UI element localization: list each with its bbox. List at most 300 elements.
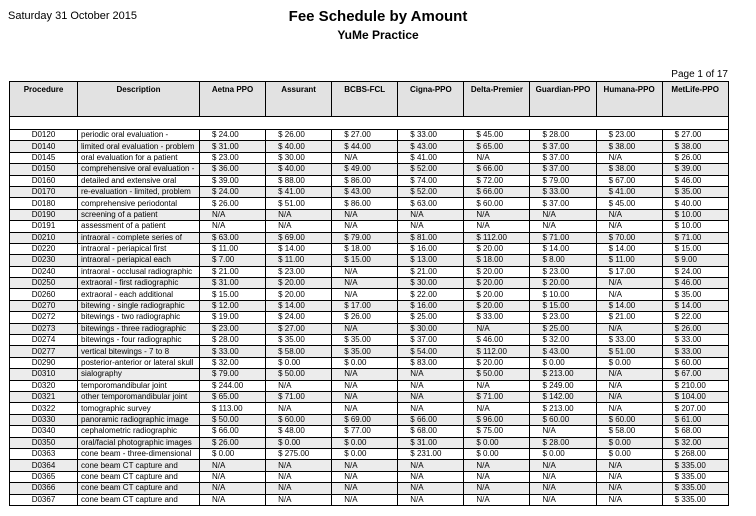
fee-schedule-table-container: [9, 81, 728, 506]
fee-cell: N/A: [398, 471, 464, 482]
fee-cell: N/A: [332, 391, 398, 402]
fee-schedule-table: [9, 81, 729, 506]
fee-cell: $ 112.00: [464, 232, 530, 243]
table-row: [10, 380, 729, 391]
fee-cell: $ 66.00: [398, 414, 464, 425]
fee-cell: $ 26.00: [662, 152, 728, 163]
fee-cell: $ 60.00: [266, 414, 332, 425]
fee-cell: N/A: [530, 471, 596, 482]
description-cell: oral/facial photographic images: [78, 437, 200, 448]
spacer-cell: [10, 117, 729, 130]
procedure-code-cell: D0170: [10, 186, 78, 197]
fee-cell: $ 27.00: [266, 323, 332, 334]
fee-cell: $ 71.00: [530, 232, 596, 243]
fee-cell: $ 275.00: [266, 448, 332, 459]
fee-cell: $ 41.00: [596, 186, 662, 197]
fee-cell: $ 86.00: [332, 198, 398, 209]
fee-cell: $ 86.00: [332, 175, 398, 186]
fee-cell: $ 16.00: [398, 243, 464, 254]
fee-cell: $ 24.00: [200, 186, 266, 197]
column-header: Aetna PPO: [200, 82, 266, 117]
table-row: [10, 289, 729, 300]
fee-cell: $ 30.00: [398, 278, 464, 289]
fee-cell: $ 37.00: [530, 141, 596, 152]
fee-cell: N/A: [596, 403, 662, 414]
column-header: Guardian-PPO: [530, 82, 596, 117]
fee-cell: $ 23.00: [530, 312, 596, 323]
description-cell: posterior-anterior or lateral skull: [78, 357, 200, 368]
fee-cell: $ 52.00: [398, 186, 464, 197]
procedure-code-cell: D0145: [10, 152, 78, 163]
table-row: [10, 437, 729, 448]
fee-cell: $ 46.00: [464, 335, 530, 346]
description-cell: periodic oral evaluation -: [78, 130, 200, 141]
fee-cell: $ 30.00: [266, 152, 332, 163]
description-cell: assessment of a patient: [78, 221, 200, 232]
fee-cell: $ 0.00: [530, 448, 596, 459]
fee-cell: $ 40.00: [266, 164, 332, 175]
table-row: [10, 186, 729, 197]
fee-cell: N/A: [332, 369, 398, 380]
procedure-code-cell: D0180: [10, 198, 78, 209]
description-cell: cone beam - three-dimensional: [78, 448, 200, 459]
fee-cell: $ 60.00: [464, 198, 530, 209]
table-row: [10, 346, 729, 357]
table-row: [10, 391, 729, 402]
fee-cell: N/A: [464, 494, 530, 505]
fee-cell: N/A: [332, 266, 398, 277]
fee-cell: $ 63.00: [200, 232, 266, 243]
fee-cell: $ 10.00: [662, 221, 728, 232]
fee-cell: $ 20.00: [464, 357, 530, 368]
fee-cell: $ 51.00: [266, 198, 332, 209]
fee-cell: $ 66.00: [200, 426, 266, 437]
fee-cell: N/A: [332, 380, 398, 391]
fee-cell: N/A: [596, 221, 662, 232]
fee-cell: $ 10.00: [662, 209, 728, 220]
column-header: Description: [78, 82, 200, 117]
fee-cell: $ 22.00: [662, 312, 728, 323]
column-header: MetLife-PPO: [662, 82, 728, 117]
fee-cell: N/A: [398, 460, 464, 471]
description-cell: tomographic survey: [78, 403, 200, 414]
fee-cell: N/A: [596, 391, 662, 402]
fee-cell: $ 37.00: [530, 164, 596, 175]
fee-cell: $ 37.00: [530, 152, 596, 163]
description-cell: cone beam CT capture and: [78, 494, 200, 505]
fee-cell: $ 33.00: [530, 186, 596, 197]
description-cell: oral evaluation for a patient: [78, 152, 200, 163]
procedure-code-cell: D0330: [10, 414, 78, 425]
report-date: Saturday 31 October 2015: [8, 10, 138, 22]
fee-cell: $ 38.00: [662, 141, 728, 152]
fee-cell: $ 20.00: [464, 243, 530, 254]
fee-cell: $ 43.00: [398, 141, 464, 152]
fee-cell: N/A: [530, 460, 596, 471]
fee-cell: N/A: [530, 426, 596, 437]
procedure-code-cell: D0322: [10, 403, 78, 414]
description-cell: limited oral evaluation - problem: [78, 141, 200, 152]
fee-cell: $ 14.00: [596, 300, 662, 311]
fee-cell: $ 79.00: [200, 369, 266, 380]
fee-cell: $ 32.00: [530, 335, 596, 346]
fee-cell: $ 35.00: [332, 335, 398, 346]
fee-cell: N/A: [596, 369, 662, 380]
procedure-code-cell: D0250: [10, 278, 78, 289]
fee-cell: N/A: [200, 494, 266, 505]
fee-cell: $ 66.00: [464, 164, 530, 175]
fee-cell: $ 18.00: [464, 255, 530, 266]
fee-cell: $ 67.00: [596, 175, 662, 186]
fee-cell: $ 60.00: [662, 357, 728, 368]
table-header-row: [10, 82, 729, 117]
fee-cell: $ 23.00: [596, 130, 662, 141]
fee-cell: $ 61.00: [662, 414, 728, 425]
fee-cell: N/A: [464, 403, 530, 414]
fee-cell: $ 0.00: [332, 437, 398, 448]
fee-cell: N/A: [596, 323, 662, 334]
fee-cell: $ 35.00: [266, 335, 332, 346]
fee-cell: N/A: [596, 209, 662, 220]
fee-cell: N/A: [464, 152, 530, 163]
fee-cell: $ 142.00: [530, 391, 596, 402]
fee-cell: $ 213.00: [530, 403, 596, 414]
fee-cell: $ 8.00: [530, 255, 596, 266]
fee-cell: N/A: [398, 221, 464, 232]
fee-cell: $ 41.00: [398, 152, 464, 163]
fee-cell: $ 38.00: [596, 141, 662, 152]
description-cell: bitewings - two radiographic: [78, 312, 200, 323]
fee-cell: N/A: [596, 471, 662, 482]
procedure-code-cell: D0160: [10, 175, 78, 186]
description-cell: screening of a patient: [78, 209, 200, 220]
fee-cell: $ 31.00: [200, 141, 266, 152]
fee-cell: N/A: [266, 380, 332, 391]
table-row: [10, 130, 729, 141]
fee-cell: N/A: [332, 494, 398, 505]
fee-cell: $ 112.00: [464, 346, 530, 357]
description-cell: other temporomandibular joint: [78, 391, 200, 402]
fee-cell: N/A: [332, 278, 398, 289]
fee-cell: $ 20.00: [464, 266, 530, 277]
fee-cell: N/A: [266, 494, 332, 505]
procedure-code-cell: D0310: [10, 369, 78, 380]
fee-cell: N/A: [332, 323, 398, 334]
fee-cell: $ 11.00: [200, 243, 266, 254]
fee-cell: $ 0.00: [464, 437, 530, 448]
fee-cell: $ 21.00: [398, 266, 464, 277]
table-row: [10, 152, 729, 163]
fee-cell: N/A: [266, 403, 332, 414]
description-cell: comprehensive oral evaluation -: [78, 164, 200, 175]
fee-cell: $ 335.00: [662, 494, 728, 505]
table-row: [10, 198, 729, 209]
fee-cell: $ 26.00: [200, 437, 266, 448]
fee-cell: N/A: [398, 494, 464, 505]
fee-cell: N/A: [530, 221, 596, 232]
fee-cell: $ 40.00: [662, 198, 728, 209]
fee-cell: $ 10.00: [530, 289, 596, 300]
description-cell: extraoral - each additional: [78, 289, 200, 300]
fee-cell: $ 58.00: [596, 426, 662, 437]
fee-cell: $ 31.00: [200, 278, 266, 289]
procedure-code-cell: D0364: [10, 460, 78, 471]
procedure-code-cell: D0272: [10, 312, 78, 323]
column-header: Assurant: [266, 82, 332, 117]
procedure-code-cell: D0363: [10, 448, 78, 459]
fee-cell: $ 69.00: [332, 414, 398, 425]
fee-cell: $ 50.00: [464, 369, 530, 380]
table-row: [10, 414, 729, 425]
fee-cell: $ 28.00: [200, 335, 266, 346]
table-row: [10, 221, 729, 232]
fee-cell: $ 20.00: [266, 278, 332, 289]
table-row: [10, 300, 729, 311]
fee-cell: $ 83.00: [398, 357, 464, 368]
table-row: [10, 448, 729, 459]
procedure-code-cell: D0140: [10, 141, 78, 152]
description-cell: panoramic radiographic image: [78, 414, 200, 425]
fee-cell: $ 22.00: [398, 289, 464, 300]
fee-cell: $ 40.00: [266, 141, 332, 152]
fee-cell: $ 0.00: [332, 448, 398, 459]
column-header: Procedure: [10, 82, 78, 117]
table-row: [10, 278, 729, 289]
fee-cell: $ 71.00: [662, 232, 728, 243]
fee-cell: $ 33.00: [398, 130, 464, 141]
fee-cell: $ 27.00: [662, 130, 728, 141]
fee-cell: $ 207.00: [662, 403, 728, 414]
fee-cell: $ 71.00: [464, 391, 530, 402]
fee-cell: N/A: [464, 380, 530, 391]
fee-cell: $ 19.00: [200, 312, 266, 323]
table-row: [10, 209, 729, 220]
fee-cell: $ 25.00: [530, 323, 596, 334]
table-row: [10, 323, 729, 334]
description-cell: bitewing - single radiographic: [78, 300, 200, 311]
fee-cell: N/A: [332, 471, 398, 482]
fee-cell: $ 0.00: [464, 448, 530, 459]
fee-cell: N/A: [332, 289, 398, 300]
procedure-code-cell: D0277: [10, 346, 78, 357]
fee-cell: $ 65.00: [200, 391, 266, 402]
fee-cell: N/A: [332, 403, 398, 414]
description-cell: extraoral - first radiographic: [78, 278, 200, 289]
fee-cell: $ 50.00: [200, 414, 266, 425]
fee-cell: N/A: [596, 152, 662, 163]
procedure-code-cell: D0274: [10, 335, 78, 346]
fee-cell: N/A: [266, 471, 332, 482]
fee-cell: $ 16.00: [398, 300, 464, 311]
fee-cell: N/A: [464, 460, 530, 471]
fee-cell: $ 335.00: [662, 460, 728, 471]
fee-cell: $ 68.00: [398, 426, 464, 437]
fee-cell: $ 33.00: [662, 346, 728, 357]
fee-cell: N/A: [530, 483, 596, 494]
fee-cell: $ 15.00: [200, 289, 266, 300]
fee-cell: $ 26.00: [662, 323, 728, 334]
fee-cell: $ 210.00: [662, 380, 728, 391]
fee-cell: $ 17.00: [596, 266, 662, 277]
fee-cell: $ 14.00: [530, 243, 596, 254]
procedure-code-cell: D0365: [10, 471, 78, 482]
table-row: [10, 471, 729, 482]
fee-cell: $ 7.00: [200, 255, 266, 266]
table-row: [10, 494, 729, 505]
fee-cell: $ 12.00: [200, 300, 266, 311]
fee-cell: $ 25.00: [398, 312, 464, 323]
fee-cell: $ 33.00: [662, 335, 728, 346]
procedure-code-cell: D0321: [10, 391, 78, 402]
fee-cell: $ 35.00: [662, 186, 728, 197]
table-row: [10, 369, 729, 380]
procedure-code-cell: D0270: [10, 300, 78, 311]
fee-cell: N/A: [200, 221, 266, 232]
fee-cell: $ 67.00: [662, 369, 728, 380]
fee-cell: $ 45.00: [596, 198, 662, 209]
procedure-code-cell: D0191: [10, 221, 78, 232]
fee-cell: $ 43.00: [530, 346, 596, 357]
fee-cell: N/A: [332, 460, 398, 471]
fee-cell: $ 50.00: [266, 369, 332, 380]
fee-cell: $ 38.00: [596, 164, 662, 175]
fee-cell: $ 24.00: [662, 266, 728, 277]
fee-cell: $ 24.00: [266, 312, 332, 323]
table-row: [10, 255, 729, 266]
fee-cell: $ 268.00: [662, 448, 728, 459]
fee-cell: $ 0.00: [596, 437, 662, 448]
fee-cell: $ 65.00: [464, 141, 530, 152]
fee-cell: $ 32.00: [200, 357, 266, 368]
fee-cell: $ 21.00: [596, 312, 662, 323]
fee-cell: $ 17.00: [332, 300, 398, 311]
fee-cell: $ 18.00: [332, 243, 398, 254]
fee-cell: $ 39.00: [200, 175, 266, 186]
fee-cell: $ 14.00: [266, 243, 332, 254]
table-row: [10, 357, 729, 368]
description-cell: bitewings - four radiographic: [78, 335, 200, 346]
fee-cell: $ 20.00: [464, 278, 530, 289]
procedure-code-cell: D0320: [10, 380, 78, 391]
fee-cell: $ 33.00: [200, 346, 266, 357]
fee-cell: $ 46.00: [662, 278, 728, 289]
fee-cell: $ 244.00: [200, 380, 266, 391]
fee-cell: $ 49.00: [332, 164, 398, 175]
description-cell: intraoral - periapical each: [78, 255, 200, 266]
procedure-code-cell: D0150: [10, 164, 78, 175]
fee-cell: $ 96.00: [464, 414, 530, 425]
description-cell: comprehensive periodontal: [78, 198, 200, 209]
fee-cell: $ 13.00: [398, 255, 464, 266]
fee-cell: $ 14.00: [596, 243, 662, 254]
fee-cell: $ 21.00: [200, 266, 266, 277]
column-header: Cigna-PPO: [398, 82, 464, 117]
fee-cell: $ 26.00: [332, 312, 398, 323]
fee-cell: N/A: [200, 209, 266, 220]
description-cell: temporomandibular joint: [78, 380, 200, 391]
fee-cell: $ 68.00: [662, 426, 728, 437]
fee-cell: N/A: [266, 221, 332, 232]
fee-cell: N/A: [200, 471, 266, 482]
fee-cell: $ 28.00: [530, 437, 596, 448]
fee-cell: $ 20.00: [464, 300, 530, 311]
fee-cell: $ 0.00: [530, 357, 596, 368]
fee-cell: N/A: [266, 460, 332, 471]
table-row: [10, 232, 729, 243]
description-cell: detailed and extensive oral: [78, 175, 200, 186]
table-row: [10, 483, 729, 494]
fee-cell: $ 27.00: [332, 130, 398, 141]
fee-cell: N/A: [398, 403, 464, 414]
fee-cell: $ 75.00: [464, 426, 530, 437]
table-row: [10, 312, 729, 323]
fee-cell: $ 30.00: [398, 323, 464, 334]
procedure-code-cell: D0210: [10, 232, 78, 243]
table-row: [10, 460, 729, 471]
fee-cell: $ 81.00: [398, 232, 464, 243]
fee-cell: $ 66.00: [464, 186, 530, 197]
fee-cell: N/A: [530, 209, 596, 220]
fee-cell: $ 77.00: [332, 426, 398, 437]
page-number: Page 1 of 17: [671, 69, 728, 80]
fee-cell: $ 60.00: [596, 414, 662, 425]
fee-cell: N/A: [266, 483, 332, 494]
table-row: [10, 164, 729, 175]
fee-cell: $ 23.00: [200, 152, 266, 163]
fee-cell: N/A: [398, 369, 464, 380]
fee-cell: $ 28.00: [530, 130, 596, 141]
fee-cell: $ 35.00: [332, 346, 398, 357]
fee-cell: $ 88.00: [266, 175, 332, 186]
description-cell: bitewings - three radiographic: [78, 323, 200, 334]
fee-cell: $ 20.00: [464, 289, 530, 300]
fee-cell: $ 31.00: [398, 437, 464, 448]
fee-cell: $ 9.00: [662, 255, 728, 266]
fee-cell: N/A: [398, 483, 464, 494]
table-row: [10, 141, 729, 152]
fee-cell: $ 70.00: [596, 232, 662, 243]
fee-cell: N/A: [596, 460, 662, 471]
procedure-code-cell: D0190: [10, 209, 78, 220]
fee-cell: $ 52.00: [398, 164, 464, 175]
fee-cell: $ 0.00: [332, 357, 398, 368]
procedure-code-cell: D0367: [10, 494, 78, 505]
fee-cell: $ 45.00: [464, 130, 530, 141]
fee-cell: N/A: [464, 221, 530, 232]
description-cell: vertical bitewings - 7 to 8: [78, 346, 200, 357]
fee-cell: $ 23.00: [200, 323, 266, 334]
description-cell: cephalometric radiographic: [78, 426, 200, 437]
fee-cell: $ 0.00: [266, 437, 332, 448]
fee-cell: $ 249.00: [530, 380, 596, 391]
description-cell: re-evaluation - limited, problem: [78, 186, 200, 197]
procedure-code-cell: D0350: [10, 437, 78, 448]
fee-cell: N/A: [530, 494, 596, 505]
table-row: [10, 403, 729, 414]
fee-cell: N/A: [596, 380, 662, 391]
description-cell: sialography: [78, 369, 200, 380]
fee-cell: $ 11.00: [266, 255, 332, 266]
fee-cell: $ 60.00: [530, 414, 596, 425]
fee-cell: N/A: [596, 494, 662, 505]
fee-cell: $ 0.00: [596, 448, 662, 459]
fee-cell: N/A: [266, 209, 332, 220]
practice-name: YuMe Practice: [337, 28, 419, 42]
fee-cell: $ 231.00: [398, 448, 464, 459]
table-row: [10, 266, 729, 277]
fee-cell: N/A: [332, 483, 398, 494]
fee-cell: $ 0.00: [200, 448, 266, 459]
